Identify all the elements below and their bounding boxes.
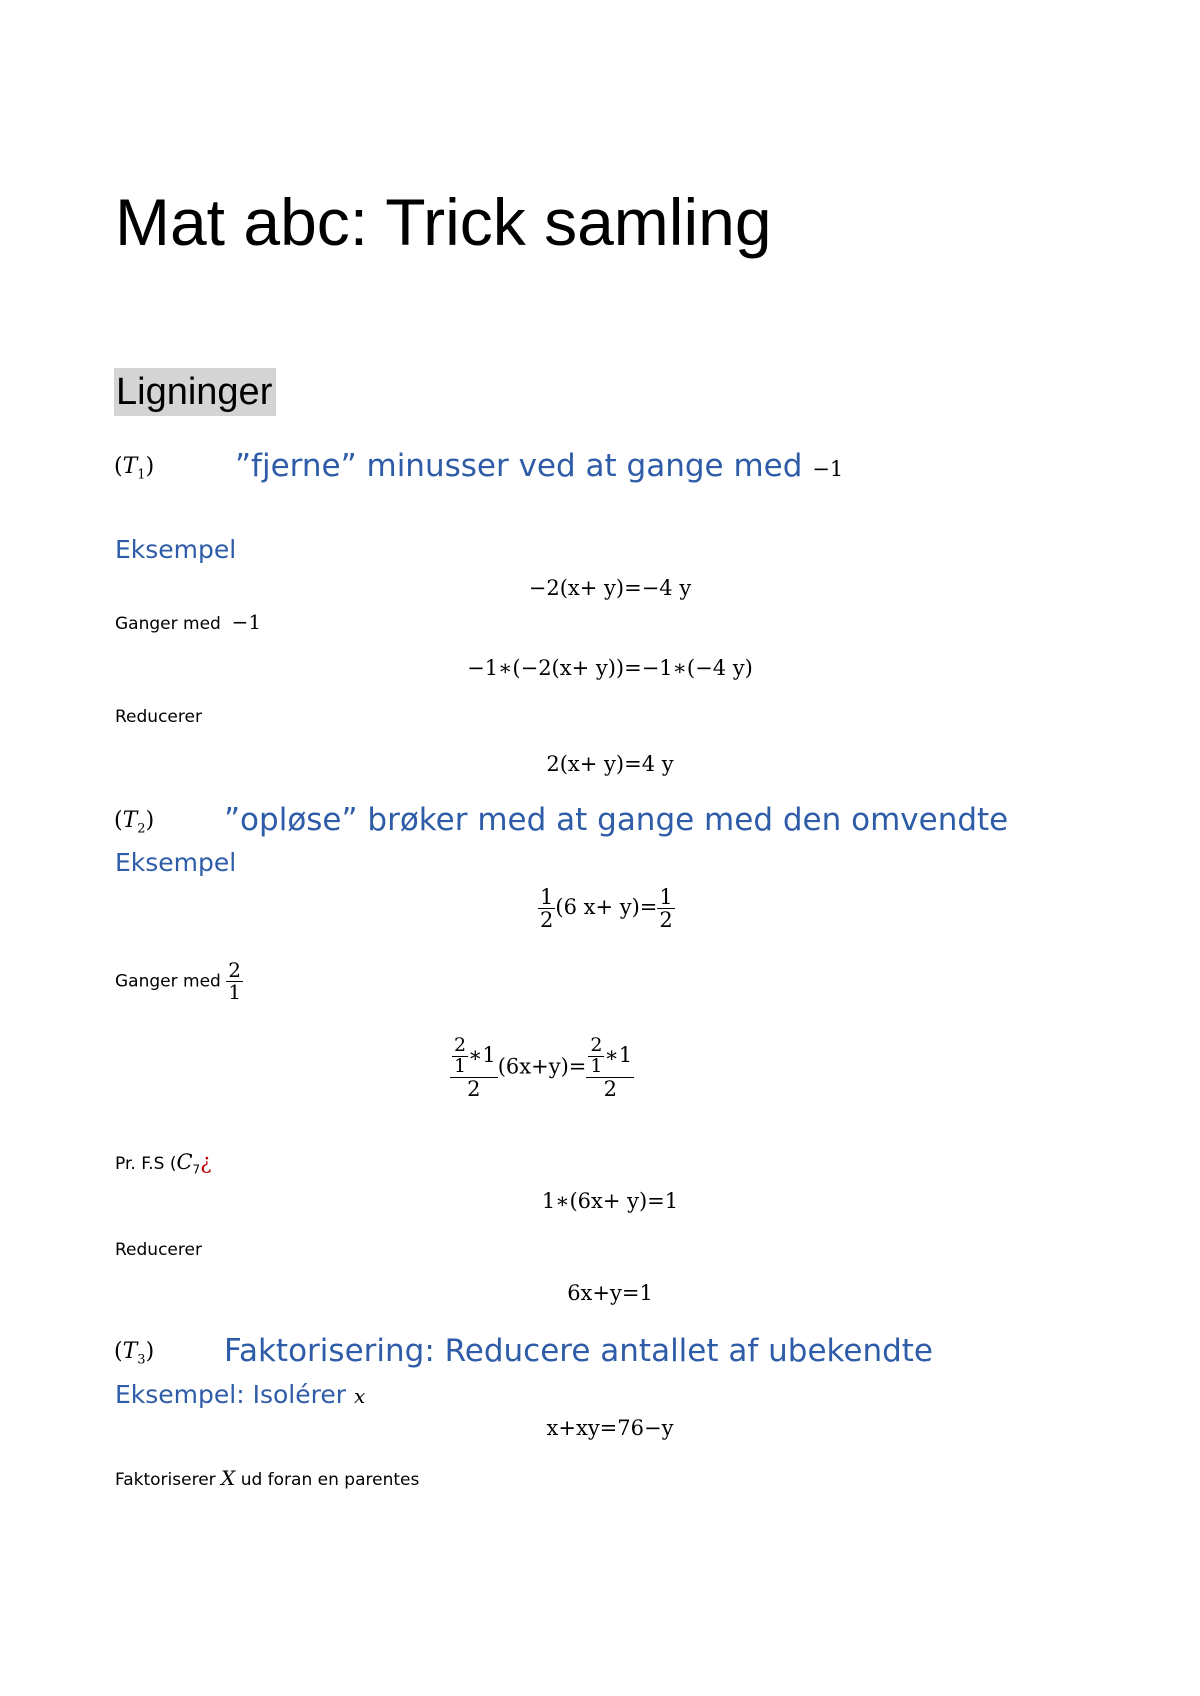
trick-heading-t3: Faktorisering: Reducere antallet af ubekendte (224, 1333, 934, 1369)
equation: 2(x+ y)=4 y (546, 752, 674, 776)
trick-label-t1: $(T_1)$ (114, 454, 155, 483)
equation: 1∗(6x+ y)=1 (541, 1189, 679, 1213)
equation: 6x+y=1 (567, 1281, 653, 1305)
example-heading-t1: Eksempel (115, 535, 237, 564)
example-heading-t2: Eksempel (115, 848, 237, 877)
trick-label-t3: $(T_3)$ (114, 1339, 155, 1368)
trick-heading-t2: ”opløse” brøker med at gange med den omvendte (224, 802, 1009, 838)
equation: $\frac{1}{2}$ (6 x+ y)= $\frac{1}{2}$ (540, 885, 673, 933)
equation: x+xy=76−y (546, 1416, 674, 1440)
equation: −1∗(−2(x+ y))=−1∗(−4 y) (467, 656, 753, 680)
trick-label-t2: $(T_2)$ (114, 808, 155, 837)
step-text: Ganger med −1 (115, 610, 262, 634)
section-heading: Ligninger (114, 368, 276, 416)
equation: −2(x+ y)=−4 y (528, 576, 692, 600)
step-text: Reducerer (115, 707, 202, 727)
example-heading-t3: Eksempel: Isolérer x (115, 1380, 366, 1409)
equation: $\frac{2}{1}$ ∗1 2 (6x+y)= $\frac{2}{1}$ ∗1 2 (450, 1036, 634, 1100)
step-text: Reducerer (115, 1240, 202, 1260)
step-text: Faktoriserer X ud foran en parentes (115, 1466, 420, 1490)
page-title: Mat abc: Trick samling (115, 185, 772, 259)
trick-heading-t1: ”fjerne” minusser ved at gange med −1 (235, 448, 844, 484)
step-text: Ganger med $\frac{2}{1}$ (115, 958, 241, 1004)
step-text: Pr. F.S ($C_7¿$ (115, 1150, 212, 1177)
